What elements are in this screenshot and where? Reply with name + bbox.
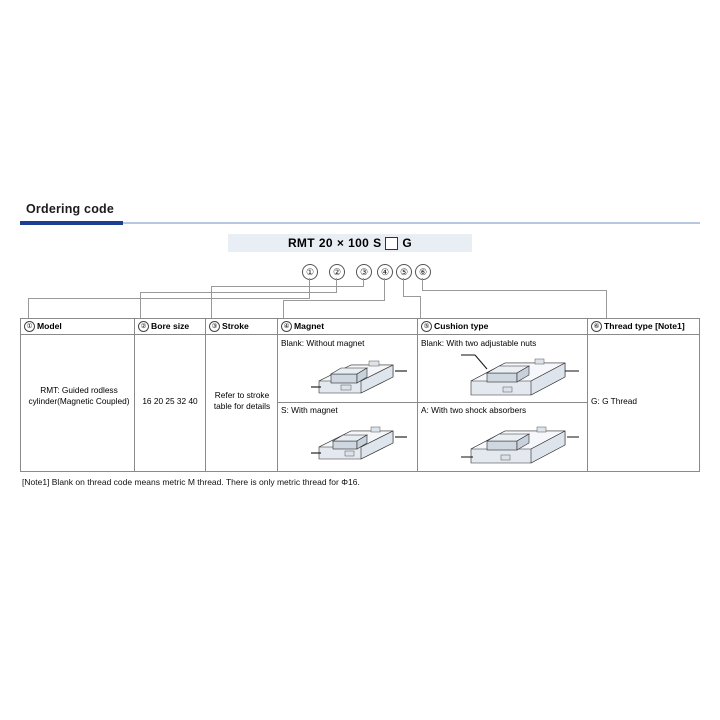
code-marker-row bbox=[228, 264, 472, 282]
code-marker-3: ③ bbox=[356, 264, 372, 280]
leader-6-h bbox=[422, 290, 606, 291]
code-model: RMT bbox=[287, 236, 315, 250]
col-divider-2 bbox=[205, 319, 206, 472]
cushion-subrow-divider bbox=[418, 402, 587, 403]
th-bore bbox=[135, 319, 205, 334]
leader-6-v bbox=[606, 290, 607, 318]
th-cushion-label: Cushion type bbox=[434, 321, 489, 331]
th-model-label: Model bbox=[37, 321, 62, 331]
col-divider-5 bbox=[587, 319, 588, 472]
th-bore-label: Bore size bbox=[151, 321, 190, 331]
leader-2-h bbox=[140, 292, 337, 293]
header-light-rule bbox=[123, 222, 700, 224]
code-times: × bbox=[336, 236, 345, 250]
cell-magnet-s: S: With magnet bbox=[281, 405, 338, 415]
th-cushion-number: ⑤ bbox=[421, 321, 432, 332]
cell-model-value: RMT: Guided rodless cylinder(Magnetic Coupled) bbox=[28, 385, 130, 406]
th-stroke-label: Stroke bbox=[222, 321, 249, 331]
leader-3-h bbox=[211, 286, 364, 287]
code-magnet: S bbox=[373, 236, 382, 250]
th-bore-number: ② bbox=[138, 321, 149, 332]
th-model bbox=[21, 319, 134, 334]
cell-cushion-blank: Blank: With two adjustable nuts bbox=[421, 338, 537, 348]
drawing-cylinder-without-magnet bbox=[311, 351, 411, 399]
leader-3-v bbox=[211, 286, 212, 318]
th-thread-label: Thread type [Note1] bbox=[604, 321, 685, 331]
code-marker-5: ⑤ bbox=[396, 264, 412, 280]
leader-1-drop bbox=[309, 278, 310, 298]
cell-cushion-a: A: With two shock absorbers bbox=[421, 405, 527, 415]
leader-4-v bbox=[283, 300, 284, 318]
leader-2-drop bbox=[336, 278, 337, 292]
cell-stroke-value: Refer to stroke table for details bbox=[213, 390, 271, 411]
page-title: Ordering code bbox=[26, 202, 115, 216]
code-marker-1: ① bbox=[302, 264, 318, 280]
leader-5-v bbox=[420, 296, 421, 318]
th-magnet-number: ④ bbox=[281, 321, 292, 332]
leader-6-drop bbox=[422, 278, 423, 290]
ordering-code-table bbox=[20, 318, 700, 472]
code-bore: 20 bbox=[318, 236, 333, 250]
col-divider-4 bbox=[417, 319, 418, 472]
leader-1-h bbox=[28, 298, 310, 299]
code-marker-2: ② bbox=[329, 264, 345, 280]
leader-3-drop bbox=[363, 278, 364, 286]
code-marker-6: ⑥ bbox=[415, 264, 431, 280]
leader-5-drop bbox=[403, 278, 404, 296]
code-stroke: 100 bbox=[348, 236, 370, 250]
leader-4-drop bbox=[384, 278, 385, 300]
col-divider-1 bbox=[134, 319, 135, 472]
th-thread bbox=[588, 319, 700, 334]
th-thread-number: ⑥ bbox=[591, 321, 602, 332]
th-model-number: ① bbox=[24, 321, 35, 332]
drawing-cushion-adjustable-nuts bbox=[461, 349, 581, 399]
magnet-subrow-divider bbox=[278, 402, 417, 403]
footnote-1: [Note1] Blank on thread code means metric M thread. There is only metric thread for Φ16. bbox=[22, 477, 360, 487]
cell-magnet-blank: Blank: Without magnet bbox=[281, 338, 365, 348]
ordering-code-string bbox=[228, 234, 472, 252]
cell-bore-values: 16 20 25 32 40 bbox=[142, 396, 198, 406]
leader-4-h bbox=[283, 300, 385, 301]
leader-5-h bbox=[403, 296, 420, 297]
th-stroke bbox=[206, 319, 277, 334]
code-cushion-box bbox=[385, 237, 398, 250]
drawing-cushion-shock-absorbers bbox=[461, 417, 581, 467]
col-divider-3 bbox=[277, 319, 278, 472]
leader-1-v bbox=[28, 298, 29, 318]
th-stroke-number: ③ bbox=[209, 321, 220, 332]
code-marker-4: ④ bbox=[377, 264, 393, 280]
th-cushion bbox=[418, 319, 587, 334]
header-accent-rule bbox=[20, 221, 123, 225]
th-magnet-label: Magnet bbox=[294, 321, 325, 331]
drawing-cylinder-with-magnet bbox=[311, 417, 411, 465]
leader-2-v bbox=[140, 292, 141, 318]
th-magnet bbox=[278, 319, 417, 334]
cell-thread-value: G: G Thread bbox=[591, 396, 637, 406]
code-thread: G bbox=[402, 236, 413, 250]
